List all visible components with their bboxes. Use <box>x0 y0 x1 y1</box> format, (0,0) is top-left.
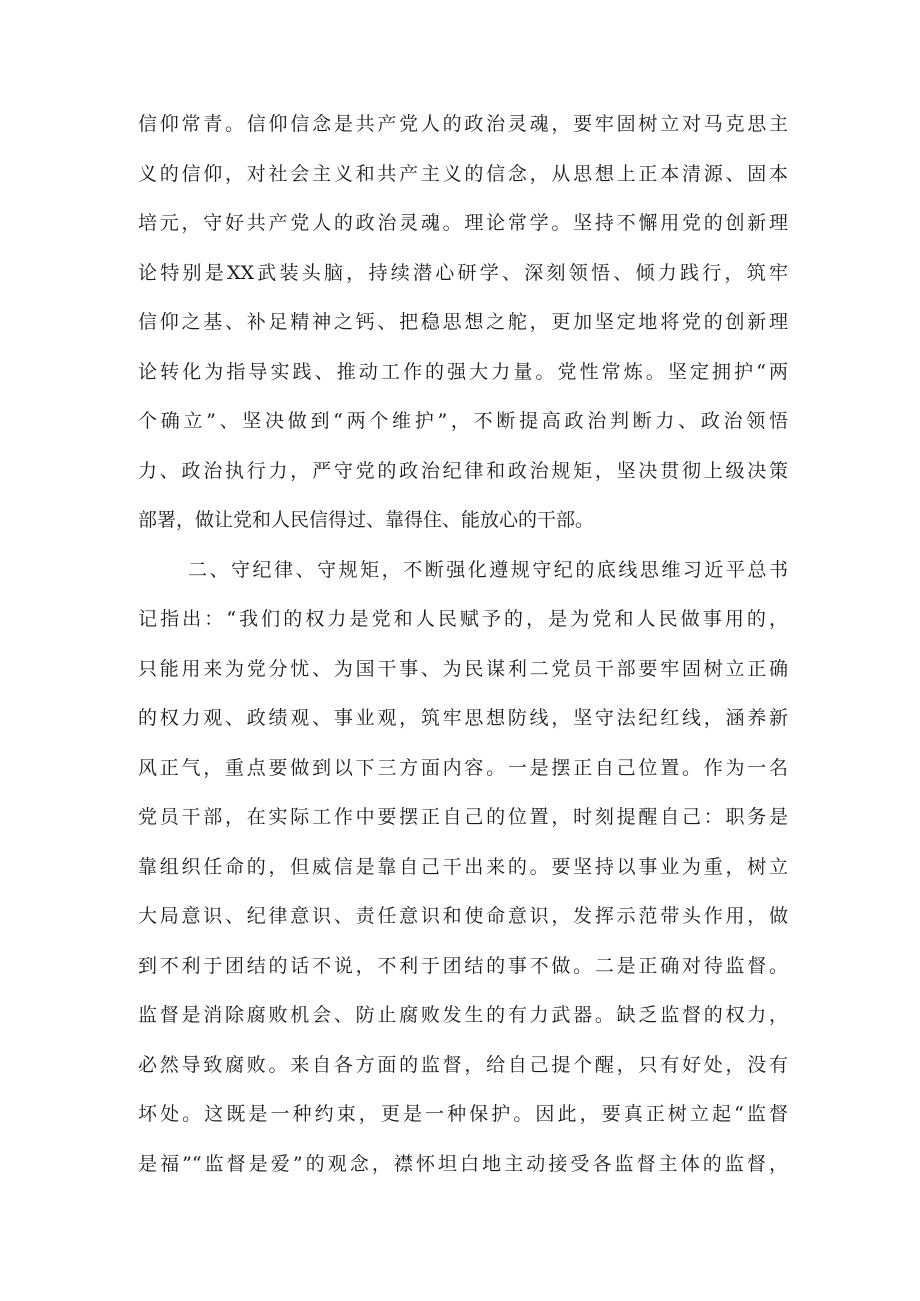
paragraph-line: 信仰常青。信仰信念是共产党人的政治灵魂，要牢固树立对马克思主 <box>138 113 788 135</box>
paragraph-line: 党员干部，在实际工作中要摆正自己的位置，时刻提醒自己：职务是 <box>138 806 788 828</box>
paragraph-line: 二、守纪律、守规矩，不断强化遵规守纪的底线思维习近平总书 <box>188 558 788 581</box>
document-body <box>138 100 788 1189</box>
paragraph-line: 培元，守好共产党人的政治灵魂。理论常学。坚持不懈用党的创新理 <box>138 212 788 234</box>
paragraph-line: 义的信仰，对社会主义和共产主义的信念，从思想上正本清源、固本 <box>138 162 788 185</box>
paragraph-line: 到不利于团结的话不说，不利于团结的事不做。二是正确对待监督。 <box>138 954 788 977</box>
paragraph-line: 监督是消除腐败机会、防止腐败发生的有力武器。缺乏监督的权力， <box>138 1004 788 1026</box>
paragraph-line: 部署，做让党和人民信得过、靠得住、能放心的干部。 <box>138 509 595 531</box>
paragraph-line: 风正气，重点要做到以下三方面内容。一是摆正自己位置。作为一名 <box>138 756 788 779</box>
paragraph-line: 记指出：“我们的权力是党和人民赋予的，是为党和人民做事用的， <box>138 608 788 630</box>
paragraph-line: 必然导致腐败。来自各方面的监督，给自己提个醒，只有好处，没有 <box>138 1053 788 1076</box>
paragraph-line: 靠组织任命的，但威信是靠自己干出来的。要坚持以事业为重，树立 <box>138 855 788 878</box>
paragraph-line: 大局意识、纪律意识、责任意识和使命意识，发挥示范带头作用，做 <box>138 905 788 927</box>
paragraph-line: 是福”“监督是爱”的观念，襟怀坦白地主动接受各监督主体的监督， <box>138 1152 788 1175</box>
paragraph-line: 论特别是XX武装头脑，持续潜心研学、深刻领悟、倾力践行，筑牢 <box>138 261 788 284</box>
paragraph-line: 只能用来为党分忧、为国干事、为民谋利二党员干部要牢固树立正确 <box>138 657 788 680</box>
paragraph-1 <box>138 100 788 546</box>
paragraph-line: 坏处。这既是一种约束，更是一种保护。因此，要真正树立起“监督 <box>138 1103 788 1125</box>
paragraph-line: 的权力观、政绩观、事业观，筑牢思想防线，坚守法纪红线，涵养新 <box>138 707 788 729</box>
paragraph-line: 个确立”、坚决做到“两个维护”，不断提高政治判断力、政治领悟 <box>138 410 788 432</box>
paragraph-line: 信仰之基、补足精神之钙、把稳思想之舵，更加坚定地将党的创新理 <box>138 311 788 333</box>
paragraph-line: 力、政治执行力，严守党的政治纪律和政治规矩，坚决贯彻上级决策 <box>138 459 788 482</box>
paragraph-line: 论转化为指导实践、推动工作的强大力量。党性常炼。坚定拥护“两 <box>138 360 788 383</box>
paragraph-2 <box>138 546 788 1190</box>
